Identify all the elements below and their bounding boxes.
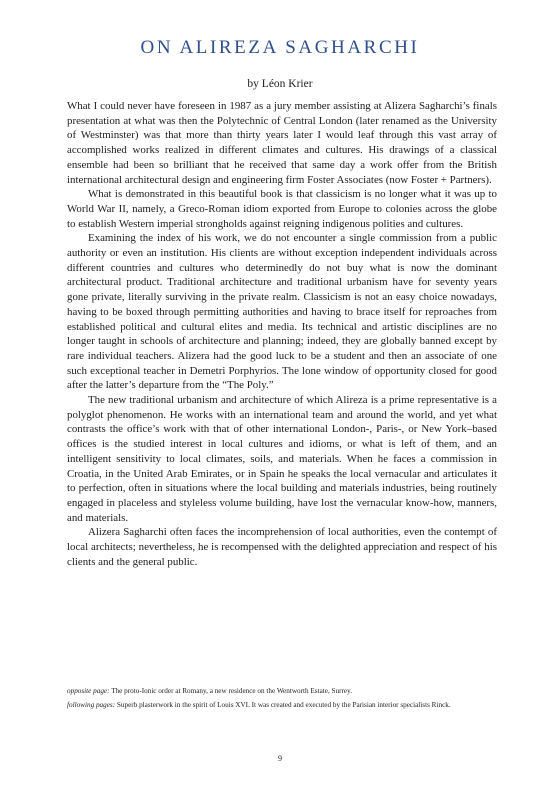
paragraph: Examining the index of his work, we do not encounter a single commission from a public authority or even an institution. His clients are without exception independent individuals across different countries and cultures who determinedly do not buy what is now the dominant architectural product. Traditional architecture and traditional urbanism have for seventy years gone private, literally surviving in the private realm. Classicism is not an easy choice nowadays, having to be boxed through permitting authorities and having to brace itself for reproaches from established political and cultural elites and media. Its technical and artistic disciplines are no longer taught in schools of architecture and planning; indeed, they are globally banned except by rare individual teachers. Alizera had the good luck to be a student and then an associate of one such exceptional teacher in Demetri Porphyrios. The lone window of opportunity closed for good after the latter’s departure from the “The Poly.”	[67, 232, 497, 392]
page-title: ON ALIREZA SAGHARCHI	[140, 37, 420, 58]
paragraph: What is demonstrated in this beautiful book is that classicism is no longer what it was up to World War II, namely, a Greco-Roman idiom exported from Europe to colonies across the globe to establish Western imperial strongholds against reigning indigenous polities and cultures.	[67, 188, 497, 230]
image-captions	[67, 686, 497, 713]
caption-following	[67, 700, 497, 712]
caption-opposite	[67, 686, 497, 698]
essay-body	[67, 99, 497, 570]
caption-label: following pages:	[67, 700, 116, 709]
paragraph: Alizera Sagharchi often faces the incomprehension of local authorities, even the contempt of local architects; nevertheless, he is recompensed with the delighted appreciation and respect of his clients and the general public.	[67, 526, 497, 568]
caption-text: Superb plasterwork in the spirit of Louis XVI. It was created and executed by the Parisian interior specialists Rinck.	[115, 700, 451, 709]
paragraph: The new traditional urbanism and architecture of which Alireza is a prime representative is a polyglot phenomenon. He works with an international team and around the world, and yet what contrasts the office’s work with that of other international London-, Paris-, or New York–based offices is the studied interest in local cultures and idioms, or what is left of them, and an intelligent sensitivity to local climates, soils, and materials. When he faces a commission in Croatia, in the United Arab Emirates, or in Spain he speaks the local vernacular and articulates it to perfection, often in situations where the local building and materials industries, being routinely engaged in placeless and styleless volume building, have lost the vernacular know-how, manners, and materials.	[67, 394, 497, 524]
caption-label: opposite page:	[67, 687, 110, 695]
caption-text: The proto-Ionic order at Romany, a new residence on the Wentworth Estate, Surrey.	[109, 687, 353, 695]
paragraph: What I could never have foreseen in 1987 as a jury member assisting at Alizera Sagharchi’s finals presentation at what was then the Polytechnic of Central London (later renamed as the University of Westminster) was that more than thirty years later I would leaf through this vast array of accomplished works realized in different climates and cultures. His drawings of a classical ensemble had been so brilliant that he received that same day a work offer from the British international architectural design and engineering firm Foster Associates (now Foster + Partners).	[67, 100, 497, 186]
author-byline: by Léon Krier	[247, 78, 313, 90]
page-number: 9	[278, 754, 282, 763]
